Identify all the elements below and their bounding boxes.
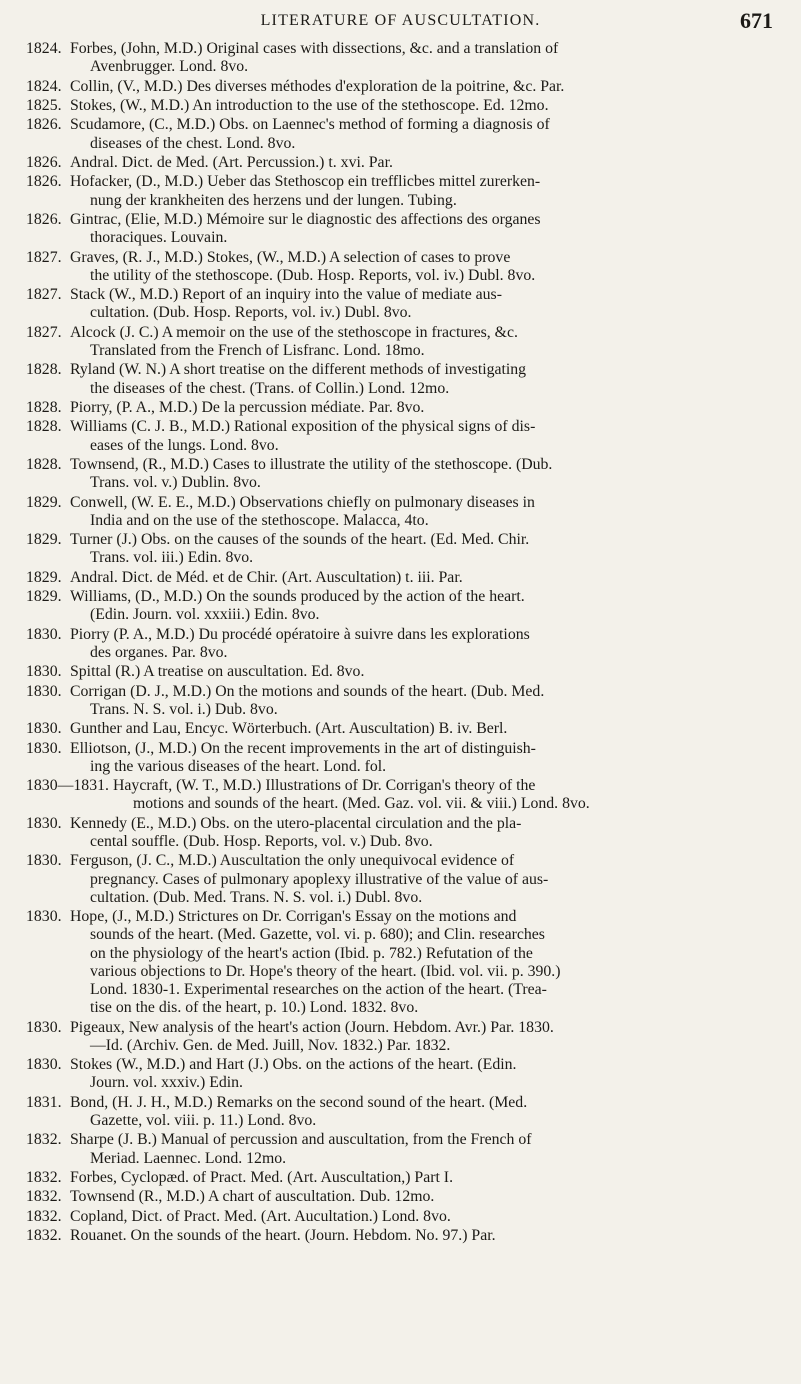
entry-text xyxy=(70,1056,777,1092)
entry-line: Gazette, vol. viii. p. 11.) Lond. 8vo. xyxy=(90,1112,317,1130)
bibliography-entry xyxy=(26,173,777,209)
bibliography-entry xyxy=(26,40,777,76)
entry-line: Spittal (R.) A treatise on auscultation. Ed. 8vo. xyxy=(70,663,365,681)
entry-line: Andral. Dict. de Med. (Art. Percussion.) t. xvi. Par. xyxy=(70,153,393,171)
entry-line: on the physiology of the heart's action (Ibid. p. 782.) Refutation of the xyxy=(90,944,533,962)
entry-line: Hope, (J., M.D.) Strictures on Dr. Corrigan's Essay on the motions and xyxy=(70,908,517,926)
entry-year: 1824. xyxy=(26,40,62,57)
bibliography-entry xyxy=(26,1056,777,1092)
bibliography-entry xyxy=(26,249,777,285)
bibliography-entry xyxy=(26,211,777,247)
bibliography-entry xyxy=(26,1131,777,1167)
entry-line: Trans. N. S. vol. i.) Dub. 8vo. xyxy=(90,700,278,718)
bibliography-entry xyxy=(26,286,777,322)
entry-text xyxy=(70,418,777,454)
entry-text xyxy=(70,1227,777,1245)
entry-line: cultation. (Dub. Hosp. Reports, vol. iv.) Dubl. 8vo. xyxy=(90,304,412,322)
bibliography-entry xyxy=(26,740,777,776)
entry-year: 1832. xyxy=(26,1227,62,1245)
entry-text xyxy=(70,249,777,285)
entry-text xyxy=(70,569,777,587)
entry-line: Avenbrugger. Lond. 8vo. xyxy=(90,58,249,76)
entry-line: Journ. vol. xxxiv.) Edin. xyxy=(90,1074,243,1092)
bibliography-entry xyxy=(26,663,777,681)
entry-line: Conwell, (W. E. E., M.D.) Observations chiefly on pulmonary diseases in xyxy=(70,493,535,511)
entry-text xyxy=(70,78,777,96)
entry-line: various objections to Dr. Hope's theory of the heart. (Ibid. vol. vii. p. 390.) xyxy=(90,962,561,980)
bibliography-entry xyxy=(26,683,777,719)
entry-text xyxy=(70,211,777,247)
entry-year: 1826. xyxy=(26,173,62,191)
entry-text xyxy=(70,531,777,567)
entry-line: des organes. Par. 8vo. xyxy=(90,643,228,661)
entry-year: 1828. xyxy=(26,418,62,436)
entry-line: Forbes, Cyclopæd. of Pract. Med. (Art. Auscultation,) Part I. xyxy=(70,1169,454,1186)
bibliography-entry xyxy=(26,1019,777,1055)
entry-line: Stokes, (W., M.D.) An introduction to the use of the stethoscope. Ed. 12mo. xyxy=(70,96,549,114)
entry-year: 1830. xyxy=(26,720,62,738)
bibliography-entry xyxy=(26,494,777,530)
entry-line: Graves, (R. J., M.D.) Stokes, (W., M.D.) A selection of cases to prove xyxy=(70,248,511,266)
entry-year: 1825. xyxy=(26,96,62,114)
entry-text xyxy=(70,173,777,209)
entry-year: 1828. xyxy=(26,361,62,379)
entry-text xyxy=(70,1131,777,1167)
entry-year: 1832. xyxy=(26,1131,62,1149)
bibliography-entry xyxy=(26,116,777,152)
entry-text xyxy=(70,626,777,662)
entry-text xyxy=(70,663,777,681)
entry-year: 1829. xyxy=(26,568,62,586)
entry-year: 1828. xyxy=(26,455,62,473)
entry-line: Corrigan (D. J., M.D.) On the motions and sounds of the heart. (Dub. Med. xyxy=(70,682,545,700)
entry-line: tise on the dis. of the heart, p. 10.) Lond. 1832. 8vo. xyxy=(90,999,419,1017)
entry-text xyxy=(70,286,777,322)
entry-line: Bond, (H. J. H., M.D.) Remarks on the second sound of the heart. (Med. xyxy=(70,1093,528,1111)
entry-year: 1832. xyxy=(26,1188,62,1206)
entry-line: —Id. (Archiv. Gen. de Med. Juill, Nov. 1832.) Par. 1832. xyxy=(90,1036,451,1054)
entry-text xyxy=(70,97,777,115)
entry-line: Alcock (J. C.) A memoir on the use of the stethoscope in fractures, &c. xyxy=(70,323,518,341)
entry-text xyxy=(70,1019,777,1055)
entry-line: Haycraft, (W. T., M.D.) Illustrations of Dr. Corrigan's theory of the xyxy=(113,777,536,795)
entry-line: Gintrac, (Elie, M.D.) Mémoire sur le diagnostic des affections des organes xyxy=(70,210,541,228)
entry-year: 1829. xyxy=(26,588,62,606)
entry-year: 1830. xyxy=(26,625,62,643)
entry-year: 1829. xyxy=(26,493,62,511)
entry-text xyxy=(70,1094,777,1130)
entry-line: Gunther and Lau, Encyc. Wörterbuch. (Art. Auscultation) B. iv. Berl. xyxy=(70,720,508,738)
entry-year: 1830. xyxy=(26,682,62,700)
entry-year: 1832. xyxy=(26,1169,62,1186)
bibliography-entry xyxy=(26,531,777,567)
bibliography-entry xyxy=(26,588,777,624)
entry-year: 1829. xyxy=(26,531,62,549)
bibliography-entry xyxy=(26,361,777,397)
entry-line: Forbes, (John, M.D.) Original cases with dissections, &c. and a translation of xyxy=(70,40,559,57)
bibliography-entry xyxy=(26,908,777,1017)
entry-line: Piorry, (P. A., M.D.) De la percussion médiate. Par. 8vo. xyxy=(70,398,425,416)
entry-line: Piorry (P. A., M.D.) Du procédé opératoire à suivre dans les explorations xyxy=(70,625,530,643)
entry-year: 1826. xyxy=(26,116,62,134)
entry-text xyxy=(70,494,777,530)
entry-year: 1830. xyxy=(26,1056,62,1074)
bibliography-entry xyxy=(26,97,777,115)
entry-line: Stokes (W., M.D.) and Hart (J.) Obs. on the actions of the heart. (Edin. xyxy=(70,1056,517,1074)
entry-text xyxy=(113,777,777,813)
entry-line: pregnancy. Cases of pulmonary apoplexy illustrative of the value of aus- xyxy=(90,870,549,888)
entry-line: Pigeaux, New analysis of the heart's action (Journ. Hebdom. Avr.) Par. 1830. xyxy=(70,1018,554,1036)
entry-line: India and on the use of the stethoscope. Malacca, 4to. xyxy=(90,511,429,529)
entry-line: Ryland (W. N.) A short treatise on the different methods of investigating xyxy=(70,361,527,379)
entry-line: Andral. Dict. de Méd. et de Chir. (Art. Auscultation) t. iii. Par. xyxy=(70,568,463,586)
bibliography-entry xyxy=(26,324,777,360)
entry-line: Scudamore, (C., M.D.) Obs. on Laennec's method of forming a diagnosis of xyxy=(70,116,550,134)
bibliography-entry xyxy=(26,154,777,172)
entry-year: 1828. xyxy=(26,398,62,416)
bibliography-entry xyxy=(26,1208,777,1226)
entry-line: the utility of the stethoscope. (Dub. Hosp. Reports, vol. iv.) Dubl. 8vo. xyxy=(90,266,536,284)
entry-line: Translated from the French of Lisfranc. Lond. 18mo. xyxy=(90,341,425,359)
entry-line: (Edin. Journ. vol. xxxiii.) Edin. 8vo. xyxy=(90,606,320,624)
entry-line: Turner (J.) Obs. on the causes of the sounds of the heart. (Ed. Med. Chir. xyxy=(70,531,530,549)
bibliography-entry xyxy=(26,78,777,96)
running-head: LITERATURE OF AUSCULTATION. xyxy=(260,12,541,29)
entry-line: motions and sounds of the heart. (Med. Gaz. vol. vii. & viii.) Lond. 8vo. xyxy=(133,795,590,813)
entry-line: Collin, (V., M.D.) Des diverses méthodes d'exploration de la poitrine, &c. Par. xyxy=(70,77,565,95)
entry-line: Trans. vol. v.) Dublin. 8vo. xyxy=(90,474,261,492)
entry-line: sounds of the heart. (Med. Gazette, vol. vi. p. 680); and Clin. researches xyxy=(90,926,545,944)
entry-line: ing the various diseases of the heart. Lond. fol. xyxy=(90,757,387,775)
entry-line: Elliotson, (J., M.D.) On the recent improvements in the art of distinguish- xyxy=(70,739,536,757)
entry-line: Hofacker, (D., M.D.) Ueber das Stethoscop ein trefflicbes mittel zurerken- xyxy=(70,173,541,191)
entry-line: nung der krankheiten des herzens und der lungen. Tubing. xyxy=(90,191,457,209)
entry-text xyxy=(70,456,777,492)
entry-line: Townsend (R., M.D.) A chart of auscultation. Dub. 12mo. xyxy=(70,1188,435,1206)
entry-year: 1830. xyxy=(26,814,62,832)
entry-year: 1827. xyxy=(26,248,62,266)
bibliography-entry xyxy=(26,399,777,417)
entry-text xyxy=(70,1188,777,1206)
entry-text xyxy=(70,908,777,1017)
entry-text xyxy=(70,720,777,738)
entry-text xyxy=(70,116,777,152)
entry-line: Kennedy (E., M.D.) Obs. on the utero-placental circulation and the pla- xyxy=(70,814,522,832)
bibliography-entry xyxy=(26,626,777,662)
entry-year: 1831. xyxy=(26,1093,62,1111)
page-header xyxy=(0,8,801,38)
entry-line: Meriad. Laennec. Lond. 12mo. xyxy=(90,1149,287,1167)
entry-line: cultation. (Dub. Med. Trans. N. S. vol. i.) Dubl. 8vo. xyxy=(90,888,423,906)
entry-year: 1830—1831. xyxy=(26,777,109,795)
entry-year: 1830. xyxy=(26,852,62,870)
entry-text xyxy=(70,324,777,360)
entry-line: eases of the lungs. Lond. 8vo. xyxy=(90,436,279,454)
entry-line: Lond. 1830-1. Experimental researches on the action of the heart. (Trea- xyxy=(90,981,547,999)
entry-text xyxy=(70,399,777,417)
entry-line: Stack (W., M.D.) Report of an inquiry into the value of mediate aus- xyxy=(70,286,502,304)
entry-line: cental souffle. (Dub. Hosp. Reports, vol. v.) Dub. 8vo. xyxy=(90,833,433,851)
entry-text xyxy=(70,361,777,397)
bibliography-entry xyxy=(26,418,777,454)
entry-line: thoraciques. Louvain. xyxy=(90,229,228,247)
entry-line: the diseases of the chest. (Trans. of Collin.) Lond. 12mo. xyxy=(90,379,450,397)
bibliography-entry xyxy=(26,852,777,907)
bibliography-entry xyxy=(26,1227,777,1245)
bibliography-entry xyxy=(26,1188,777,1206)
bibliography-entry xyxy=(26,1094,777,1130)
entry-line: Trans. vol. iii.) Edin. 8vo. xyxy=(90,549,254,567)
entry-year: 1830. xyxy=(26,908,62,926)
entry-line: Sharpe (J. B.) Manual of percussion and auscultation, from the French of xyxy=(70,1131,532,1149)
entry-year: 1824. xyxy=(26,77,62,95)
entry-line: Ferguson, (J. C., M.D.) Auscultation the only unequivocal evidence of xyxy=(70,852,515,870)
entry-text xyxy=(70,683,777,719)
entry-line: Copland, Dict. of Pract. Med. (Art. Aucultation.) Lond. 8vo. xyxy=(70,1207,451,1225)
entry-year: 1830. xyxy=(26,663,62,681)
entry-year: 1830. xyxy=(26,739,62,757)
entry-text xyxy=(70,1208,777,1226)
bibliography-entry xyxy=(26,815,777,851)
bibliography-entry xyxy=(26,720,777,738)
entry-text xyxy=(70,40,777,76)
entry-line: diseases of the chest. Lond. 8vo. xyxy=(90,134,296,152)
entry-line: Williams (C. J. B., M.D.) Rational exposition of the physical signs of dis- xyxy=(70,418,536,436)
entry-line: Williams, (D., M.D.) On the sounds produced by the action of the heart. xyxy=(70,588,525,606)
entry-text xyxy=(70,852,777,907)
entry-text xyxy=(70,588,777,624)
entry-year: 1830. xyxy=(26,1018,62,1036)
bibliography-entry xyxy=(26,1169,777,1187)
bibliography-entry xyxy=(26,777,777,813)
entry-text xyxy=(70,815,777,851)
entry-text xyxy=(70,1169,777,1187)
entry-line: Townsend, (R., M.D.) Cases to illustrate the utility of the stethoscope. (Dub. xyxy=(70,455,553,473)
entry-year: 1827. xyxy=(26,323,62,341)
entry-year: 1826. xyxy=(26,210,62,228)
entry-year: 1826. xyxy=(26,153,62,171)
bibliography-list xyxy=(26,40,777,1247)
entry-year: 1827. xyxy=(26,286,62,304)
bibliography-entry xyxy=(26,456,777,492)
entry-line: Rouanet. On the sounds of the heart. (Journ. Hebdom. No. 97.) Par. xyxy=(70,1227,496,1245)
entry-text xyxy=(70,740,777,776)
bibliography-entry xyxy=(26,569,777,587)
page-number: 671 xyxy=(740,8,773,33)
entry-year: 1832. xyxy=(26,1207,62,1225)
entry-text xyxy=(70,154,777,172)
